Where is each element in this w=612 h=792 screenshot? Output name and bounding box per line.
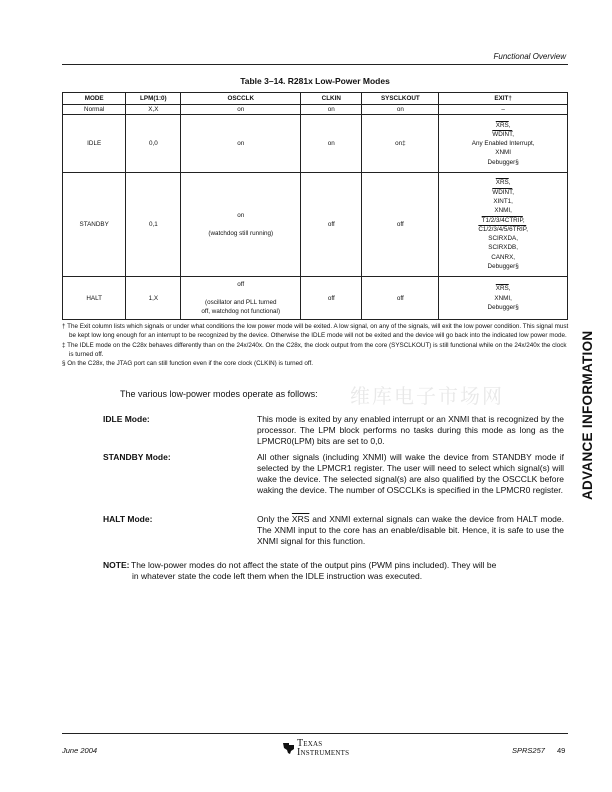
ti-logo bbox=[282, 739, 349, 757]
footnote: † The Exit column lists which signals or under what conditions the low power mode will be exited. A low signal, on any of the signals, will exit the low power condition. This signal must be kept low long enough for an interrupt to be recognized by the device. Otherwise the IDLE mode will not be exited and the device will go back into the indicated low power mode. bbox=[62, 323, 569, 340]
exit-cell bbox=[439, 277, 568, 320]
logo-text: Texas bbox=[297, 738, 323, 749]
exit-signal bbox=[441, 234, 565, 243]
exit-signal bbox=[441, 148, 565, 157]
signal-name: – bbox=[501, 106, 505, 113]
signal-name: Debugger§ bbox=[487, 262, 519, 270]
lpm-cell: 0,1 bbox=[126, 173, 181, 277]
column-header: EXIT† bbox=[439, 93, 568, 105]
watermark: 维库电子市场网 bbox=[350, 386, 504, 408]
ti-logo-icon bbox=[282, 742, 295, 755]
cell-text: (watchdog still running) bbox=[208, 230, 274, 238]
exit-signal bbox=[441, 130, 565, 139]
table-title: Table 3–14. R281x Low-Power Modes bbox=[240, 76, 390, 86]
logo-text: Instruments bbox=[297, 747, 350, 758]
table-row bbox=[63, 173, 568, 277]
oscclk-cell bbox=[181, 105, 301, 115]
lpm-cell: 1,X bbox=[126, 277, 181, 320]
signal-name: XNMI bbox=[495, 149, 512, 157]
clkin-cell: off bbox=[301, 173, 362, 277]
mode-cell: HALT bbox=[63, 277, 126, 320]
signal-name: $\overline{XRS}$ bbox=[495, 179, 509, 187]
exit-signal bbox=[441, 225, 565, 234]
clkin-cell: on bbox=[301, 115, 362, 173]
signal-name: WDINT bbox=[492, 188, 513, 196]
lpm-cell: X,X bbox=[126, 105, 181, 115]
signal-name: WDINT bbox=[492, 130, 513, 138]
separator: , bbox=[508, 121, 511, 129]
exit-signal bbox=[441, 197, 565, 206]
separator: , bbox=[522, 216, 525, 224]
note-text: The low-power modes do not affect the state of the output pins (PWM pins included). They will be bbox=[131, 560, 497, 570]
exit-signal bbox=[441, 294, 565, 303]
halt-mode-description bbox=[257, 514, 564, 547]
clkin-cell: on bbox=[301, 105, 362, 115]
exit-signal bbox=[441, 216, 565, 225]
exit-signal bbox=[441, 253, 565, 262]
section-header: Functional Overview bbox=[493, 52, 566, 61]
exit-signal bbox=[441, 303, 565, 312]
exit-signal bbox=[441, 188, 565, 197]
side-banner: ADVANCE INFORMATION bbox=[580, 330, 595, 500]
signal-name: Debugger§ bbox=[487, 303, 519, 311]
oscclk-cell bbox=[181, 115, 301, 173]
signal-name: SCIRXDB, bbox=[488, 244, 519, 252]
cell-text: on bbox=[237, 140, 245, 148]
table-header-row bbox=[63, 93, 568, 105]
signal-name: XNMI, bbox=[494, 294, 512, 302]
separator: , bbox=[508, 179, 511, 187]
signal-name: C1/2/3/4/5/6TRIP bbox=[478, 225, 527, 233]
column-header: SYSCLKOUT bbox=[362, 93, 439, 105]
cell-text: (oscillator and PLL turned off, watchdog not functional) bbox=[201, 299, 281, 316]
note-text: in whatever state the code left them when the IDLE instruction was executed. bbox=[132, 571, 423, 581]
separator: , bbox=[508, 285, 511, 293]
text: Only the bbox=[257, 514, 292, 524]
signal-name: Any Enabled Interrupt, bbox=[471, 140, 535, 148]
note bbox=[103, 560, 573, 582]
doc-number: SPRS257 bbox=[512, 746, 545, 755]
standby-mode-label: STANDBY Mode: bbox=[103, 452, 171, 462]
exit-signal bbox=[441, 206, 565, 215]
signal-name: SCIRXDA, bbox=[488, 235, 519, 243]
exit-signal bbox=[441, 243, 565, 252]
sysclkout-cell: off bbox=[362, 277, 439, 320]
table-row bbox=[63, 115, 568, 173]
sysclkout-cell: on bbox=[362, 105, 439, 115]
lpm-cell: 0,0 bbox=[126, 115, 181, 173]
signal-name: $\overline{XRS}$ bbox=[291, 514, 310, 524]
intro-text: The various low-power modes operate as follows: bbox=[120, 389, 318, 399]
exit-signal bbox=[441, 139, 565, 148]
exit-signal bbox=[441, 158, 565, 167]
signal-name: $\overline{XRS}$ bbox=[495, 121, 509, 129]
exit-signal bbox=[441, 121, 565, 130]
signal-name: XNMI, bbox=[494, 207, 512, 215]
footnote: ‡ The IDLE mode on the C28x behaves differently than on the 24x/240x. On the C28x, the clock output from the core (SYSCLKOUT) is still functional while on the 24x/240x the clock is turned off. bbox=[62, 341, 567, 358]
exit-signal bbox=[441, 178, 565, 187]
signal-name: T1/2/3/4CTRIP bbox=[481, 216, 523, 224]
exit-cell bbox=[439, 105, 568, 115]
separator: , bbox=[512, 130, 514, 138]
footer-date: June 2004 bbox=[62, 746, 98, 755]
table-row bbox=[63, 277, 568, 320]
exit-signal bbox=[441, 262, 565, 271]
signal-name: Debugger§ bbox=[487, 158, 519, 166]
footnote: § On the C28x, the JTAG port can still function even if the core clock (CLKIN) is turned off. bbox=[62, 360, 314, 368]
oscclk-cell bbox=[181, 173, 301, 277]
mode-cell: Normal bbox=[63, 105, 126, 115]
clkin-cell: off bbox=[301, 277, 362, 320]
exit-cell bbox=[439, 115, 568, 173]
signal-name: XINT1, bbox=[493, 197, 513, 205]
text: and XNMI external signals can wake the device from HALT mode. The XNMI input to the core has an enable/disable bit. Hence, it is safe to use the XNMI signal for this function. bbox=[257, 514, 564, 546]
column-header: LPM(1:0) bbox=[126, 93, 181, 105]
low-power-modes-table bbox=[62, 92, 568, 320]
column-header: OSCCLK bbox=[181, 93, 301, 105]
exit-signal bbox=[441, 105, 565, 114]
halt-mode-label: HALT Mode: bbox=[103, 514, 153, 524]
cell-text: on bbox=[237, 212, 245, 219]
idle-mode-label: IDLE Mode: bbox=[103, 414, 150, 424]
sysclkout-cell: on‡ bbox=[362, 115, 439, 173]
footer-rule bbox=[62, 733, 568, 734]
column-header: CLKIN bbox=[301, 93, 362, 105]
oscclk-cell bbox=[181, 277, 301, 320]
signal-name: $\overline{XRS}$ bbox=[495, 285, 509, 293]
note-label: NOTE: bbox=[103, 560, 130, 570]
header-rule bbox=[62, 64, 568, 65]
signal-name: CANRX, bbox=[491, 253, 516, 261]
mode-cell: IDLE bbox=[63, 115, 126, 173]
mode-cell: STANDBY bbox=[63, 173, 126, 277]
standby-mode-description: All other signals (including XNMI) will wake the device from STANDBY mode if selected by the LPMCR1 register. The user will need to select which signal(s) will wake the device. The selected signal(s) are also qualified by the OSCCLK before waking the device. The number of OSCCLKs is specified in the LPMCR0 register. bbox=[257, 452, 564, 495]
separator: , bbox=[526, 225, 528, 233]
separator: , bbox=[512, 188, 514, 196]
sysclkout-cell: off bbox=[362, 173, 439, 277]
cell-text: on bbox=[237, 106, 245, 113]
column-header: MODE bbox=[63, 93, 126, 105]
exit-signal bbox=[441, 284, 565, 293]
table-footnotes bbox=[62, 322, 570, 368]
page-number: 49 bbox=[557, 746, 566, 755]
cell-text: off bbox=[237, 280, 245, 288]
idle-mode-description: This mode is exited by any enabled interrupt or an XNMI that is recognized by the processor. The LPM block performs no tasks during this mode as long as the LPMCR0(LPM) bits are set to 0,0. bbox=[257, 414, 564, 446]
table-row bbox=[63, 105, 568, 115]
exit-cell bbox=[439, 173, 568, 277]
